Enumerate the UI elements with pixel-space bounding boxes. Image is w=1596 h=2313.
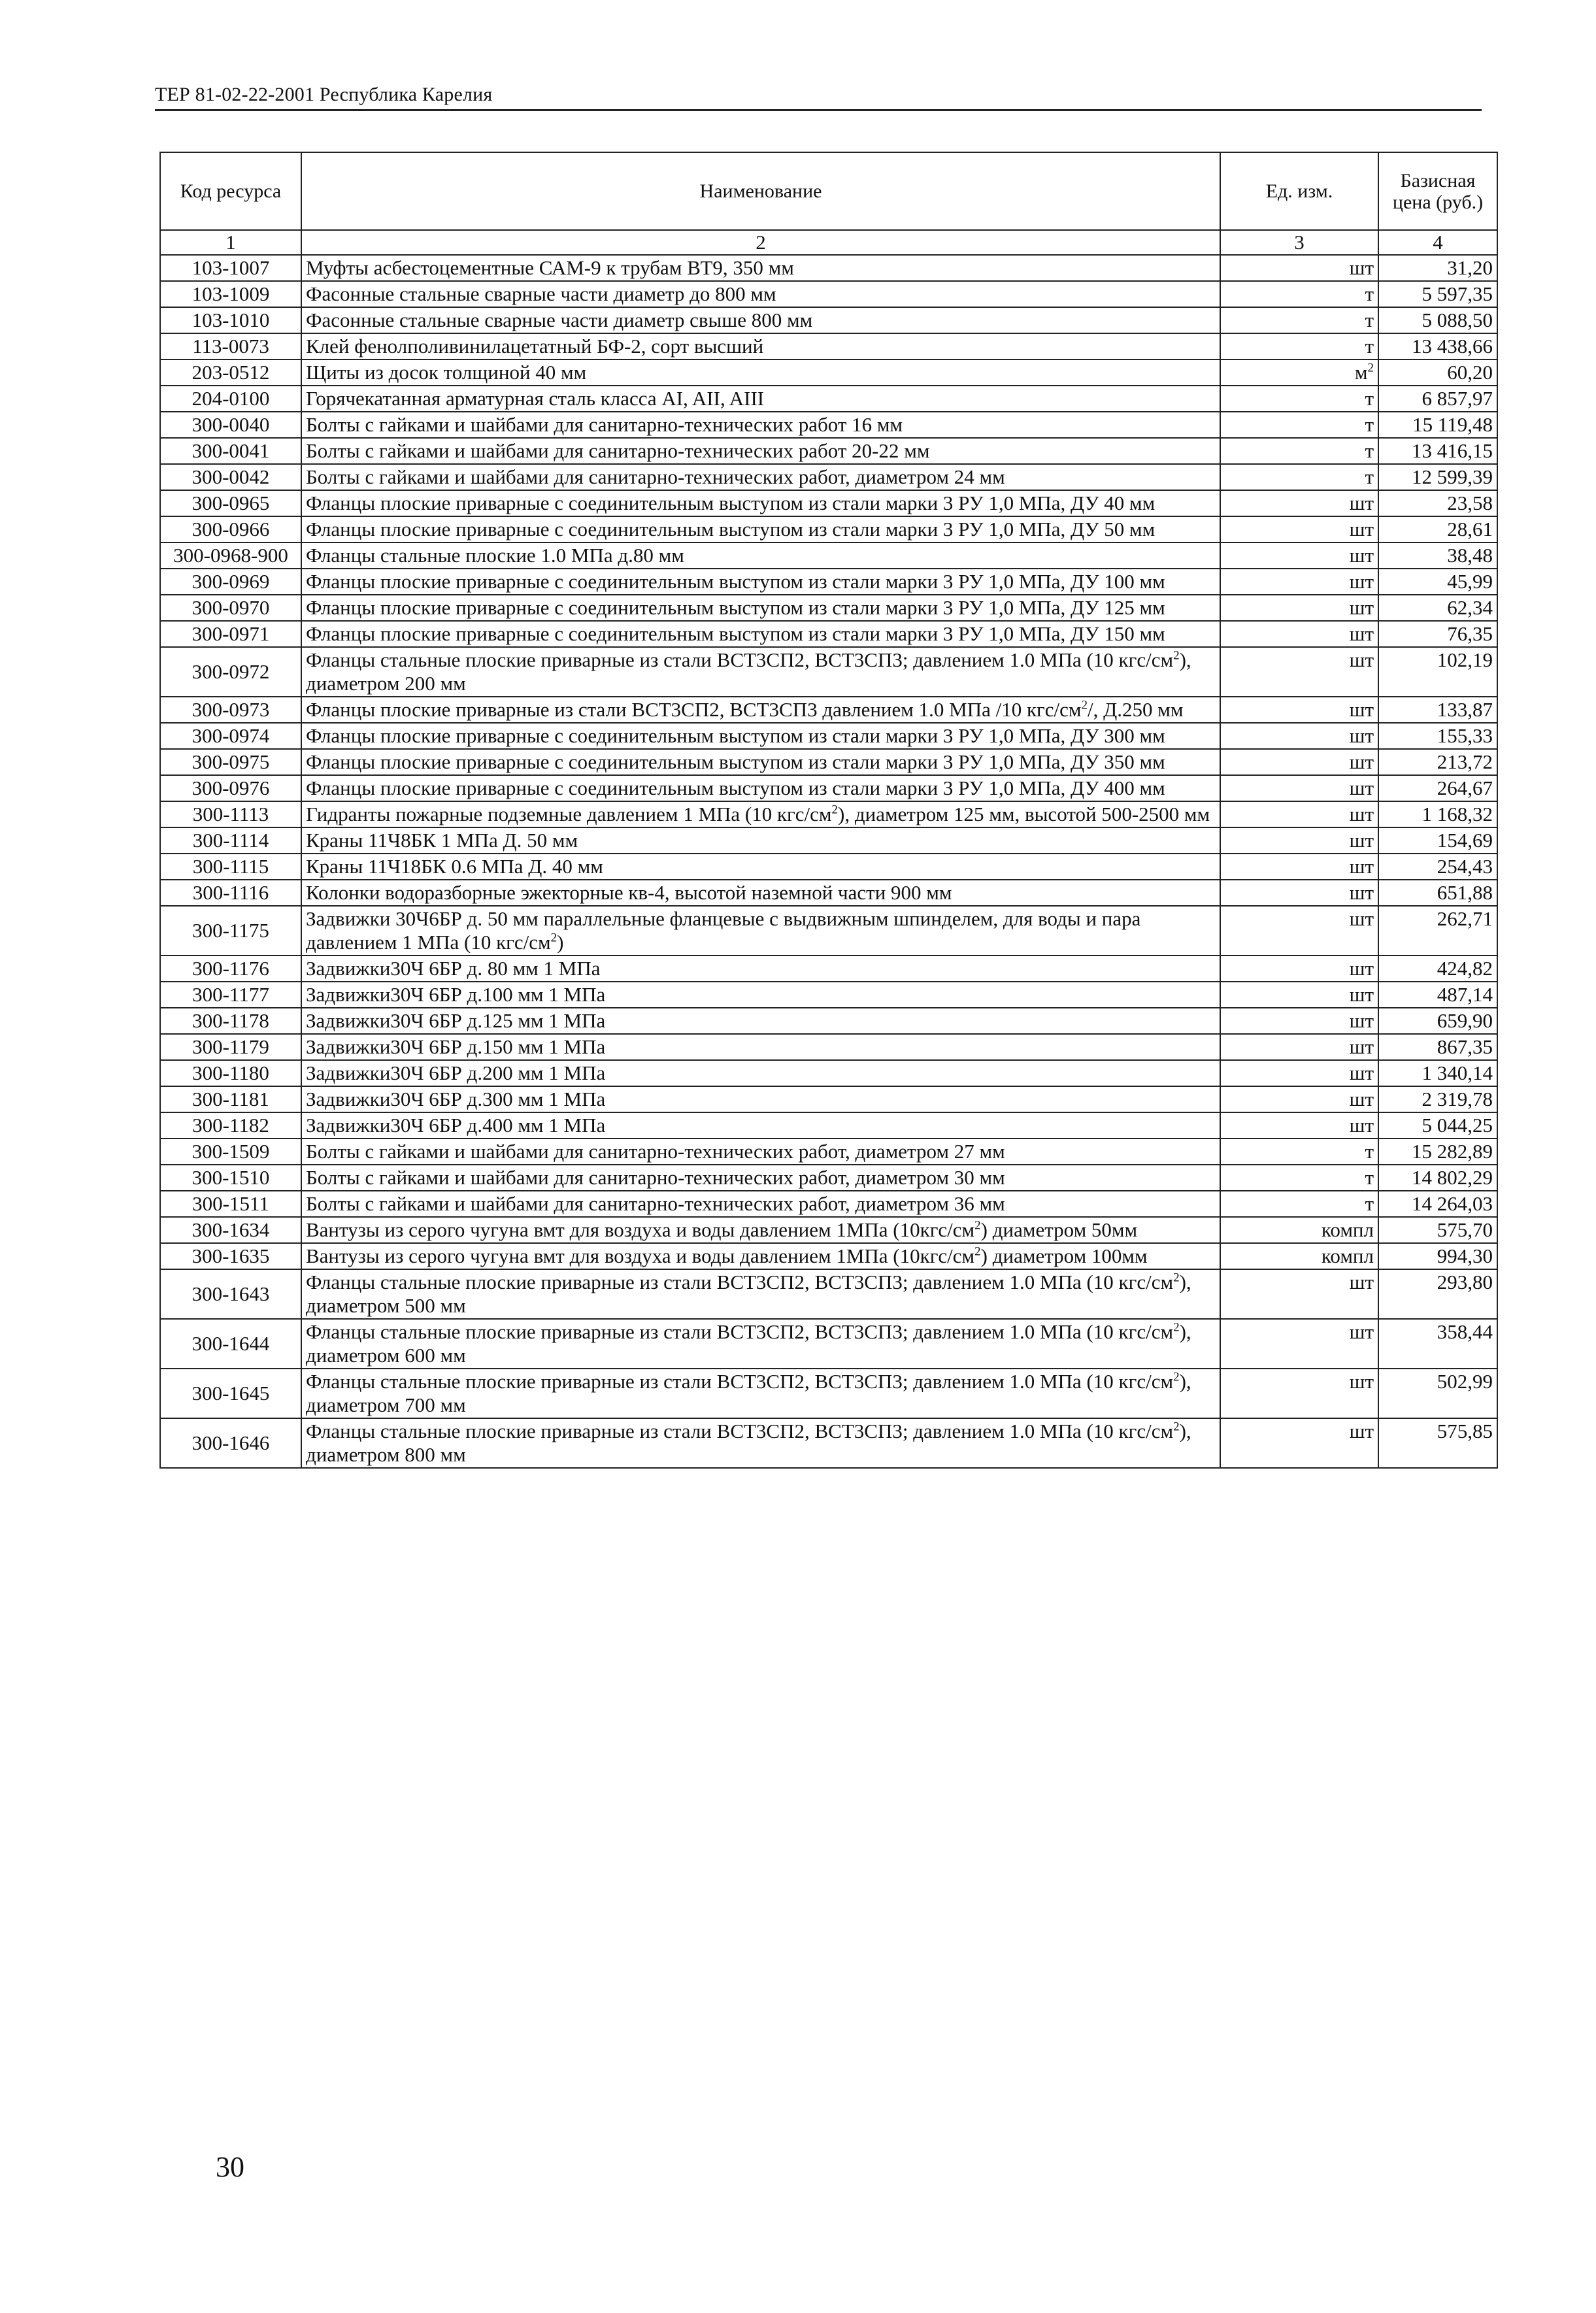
table-row: [160, 542, 1497, 569]
cell-name: Задвижки30Ч 6БР д.300 мм 1 МПа: [301, 1086, 1220, 1112]
cell-code: 300-1181: [160, 1086, 301, 1112]
cell-price: 62,34: [1378, 595, 1497, 621]
cell-name: Болты с гайками и шайбами для санитарно-технических работ, диаметром 27 мм: [301, 1139, 1220, 1165]
cell-code: 300-1182: [160, 1112, 301, 1139]
cell-unit: шт: [1220, 982, 1378, 1008]
cell-name: Фланцы плоские приварные с соединительным выступом из стали марки 3 РУ 1,0 МПа, ДУ 50 мм: [301, 516, 1220, 542]
cell-code: 300-1646: [160, 1418, 301, 1468]
cell-price: 5 597,35: [1378, 281, 1497, 307]
cell-unit: компл: [1220, 1217, 1378, 1243]
cell-price: 5 088,50: [1378, 307, 1497, 333]
cell-price: 14 264,03: [1378, 1191, 1497, 1217]
cell-name: Фланцы плоские приварные с соединительным выступом из стали марки 3 РУ 1,0 МПа, ДУ 400 мм: [301, 775, 1220, 801]
cell-unit: шт: [1220, 1369, 1378, 1418]
cell-code: 103-1007: [160, 255, 301, 281]
cell-unit: т: [1220, 281, 1378, 307]
cell-price: 155,33: [1378, 723, 1497, 749]
cell-code: 203-0512: [160, 359, 301, 386]
cell-price: 31,20: [1378, 255, 1497, 281]
cell-price: 14 802,29: [1378, 1165, 1497, 1191]
table-row: [160, 255, 1497, 281]
cell-unit: т: [1220, 464, 1378, 490]
cell-code: 300-1176: [160, 956, 301, 982]
cell-name: Горячекатанная арматурная сталь класса AI, AII, AIII: [301, 386, 1220, 412]
table-row: [160, 749, 1497, 775]
cell-price: 15 282,89: [1378, 1139, 1497, 1165]
cell-name: Фланцы плоские приварные с соединительным выступом из стали марки 3 РУ 1,0 МПа, ДУ 40 мм: [301, 490, 1220, 516]
cell-code: 300-1178: [160, 1008, 301, 1034]
cell-unit: шт: [1220, 1269, 1378, 1319]
cell-code: 300-1180: [160, 1060, 301, 1086]
cell-name: Задвижки30Ч 6БР д.400 мм 1 МПа: [301, 1112, 1220, 1139]
column-number: 2: [301, 230, 1220, 255]
cell-unit: шт: [1220, 827, 1378, 854]
cell-price: 867,35: [1378, 1034, 1497, 1060]
cell-unit: шт: [1220, 1319, 1378, 1369]
cell-code: 103-1010: [160, 307, 301, 333]
cell-unit: т: [1220, 1165, 1378, 1191]
cell-code: 300-1644: [160, 1319, 301, 1369]
cell-name: Гидранты пожарные подземные давлением 1 МПа (10 кгс/$см^2$), диаметром 125 мм, высотой 500-2500 мм: [301, 801, 1220, 827]
table-row: [160, 801, 1497, 827]
cell-price: 133,87: [1378, 697, 1497, 723]
cell-unit: т: [1220, 1191, 1378, 1217]
cell-unit: шт: [1220, 255, 1378, 281]
cell-name: Болты с гайками и шайбами для санитарно-технических работ 16 мм: [301, 412, 1220, 438]
table-row: [160, 333, 1497, 359]
cell-code: 300-1645: [160, 1369, 301, 1418]
cell-price: 12 599,39: [1378, 464, 1497, 490]
cell-unit: шт: [1220, 1086, 1378, 1112]
cell-name: Фланцы стальные плоские 1.0 МПа д.80 мм: [301, 542, 1220, 569]
table-row: [160, 697, 1497, 723]
table-row: [160, 490, 1497, 516]
resource-table-container: [159, 152, 1497, 1469]
table-header-row: [160, 152, 1497, 230]
cell-unit: шт: [1220, 956, 1378, 982]
table-row: [160, 1269, 1497, 1319]
header-unit: Ед. изм.: [1220, 152, 1378, 230]
cell-unit: шт: [1220, 595, 1378, 621]
cell-unit: шт: [1220, 490, 1378, 516]
cell-unit: т: [1220, 412, 1378, 438]
cell-code: 300-0970: [160, 595, 301, 621]
cell-name: Щиты из досок толщиной 40 мм: [301, 359, 1220, 386]
cell-price: 76,35: [1378, 621, 1497, 647]
cell-code: 300-1175: [160, 906, 301, 956]
cell-code: 300-1509: [160, 1139, 301, 1165]
table-row: [160, 1008, 1497, 1034]
table-row: [160, 1217, 1497, 1243]
cell-unit: шт: [1220, 749, 1378, 775]
cell-unit: компл: [1220, 1243, 1378, 1269]
table-row: [160, 775, 1497, 801]
cell-price: 38,48: [1378, 542, 1497, 569]
column-number: 1: [160, 230, 301, 255]
cell-price: 213,72: [1378, 749, 1497, 775]
cell-price: 575,85: [1378, 1418, 1497, 1468]
table-body: [160, 255, 1497, 1468]
cell-price: 28,61: [1378, 516, 1497, 542]
cell-name: Фланцы стальные плоские приварные из стали ВСТ3СП2, ВСТ3СП3; давлением 1.0 МПа (10 кгс/$см^2$), диаметром 700 мм: [301, 1369, 1220, 1418]
cell-code: 300-1113: [160, 801, 301, 827]
cell-price: 23,58: [1378, 490, 1497, 516]
cell-unit: шт: [1220, 1112, 1378, 1139]
cell-name: Фланцы стальные плоские приварные из стали ВСТ3СП2, ВСТ3СП3; давлением 1.0 МПа (10 кгс/$см^2$), диаметром 200 мм: [301, 647, 1220, 697]
cell-code: 300-1115: [160, 854, 301, 880]
cell-unit: т: [1220, 1139, 1378, 1165]
cell-name: Краны 11Ч8БК 1 МПа Д. 50 мм: [301, 827, 1220, 854]
cell-price: 424,82: [1378, 956, 1497, 982]
cell-name: Болты с гайками и шайбами для санитарно-технических работ, диаметром 36 мм: [301, 1191, 1220, 1217]
cell-price: 994,30: [1378, 1243, 1497, 1269]
cell-code: 300-0965: [160, 490, 301, 516]
cell-code: 300-0976: [160, 775, 301, 801]
cell-unit: шт: [1220, 569, 1378, 595]
column-number: 4: [1378, 230, 1497, 255]
cell-name: Фланцы стальные плоские приварные из стали ВСТ3СП2, ВСТ3СП3; давлением 1.0 МПа (10 кгс/$см^2$), диаметром 800 мм: [301, 1418, 1220, 1468]
cell-name: Клей фенолполивинилацетатный БФ-2, сорт высший: [301, 333, 1220, 359]
cell-code: 300-0040: [160, 412, 301, 438]
cell-unit: шт: [1220, 906, 1378, 956]
table-row: [160, 621, 1497, 647]
cell-unit: шт: [1220, 697, 1378, 723]
cell-code: 300-0042: [160, 464, 301, 490]
header-price: Базисная цена (руб.): [1378, 152, 1497, 230]
table-row: [160, 1191, 1497, 1217]
table-row: [160, 1418, 1497, 1468]
cell-name: Фланцы плоские приварные с соединительным выступом из стали марки 3 РУ 1,0 МПа, ДУ 350 мм: [301, 749, 1220, 775]
table-row: [160, 906, 1497, 956]
cell-name: Задвижки30Ч 6БР д. 80 мм 1 МПа: [301, 956, 1220, 982]
cell-code: 300-0971: [160, 621, 301, 647]
table-row: [160, 854, 1497, 880]
cell-price: 5 044,25: [1378, 1112, 1497, 1139]
cell-name: Вантузы из серого чугуна вмт для воздуха и воды давлением 1МПа $(10кгс/см^2)$ диаметром 100мм: [301, 1243, 1220, 1269]
table-row: [160, 956, 1497, 982]
cell-code: 300-1116: [160, 880, 301, 906]
cell-name: Фасонные стальные сварные части диаметр до 800 мм: [301, 281, 1220, 307]
cell-name: Фланцы плоские приварные из стали ВСТ3СП2, ВСТ3СП3 давлением 1.0 МПа /10 кгс/$см^2/$, Д.250 мм: [301, 697, 1220, 723]
cell-name: Задвижки30Ч 6БР д.125 мм 1 МПа: [301, 1008, 1220, 1034]
cell-price: 358,44: [1378, 1319, 1497, 1369]
table-row: [160, 1112, 1497, 1139]
cell-code: 300-0041: [160, 438, 301, 464]
table-row: [160, 516, 1497, 542]
table-row: [160, 1319, 1497, 1369]
cell-price: 487,14: [1378, 982, 1497, 1008]
cell-price: 1 340,14: [1378, 1060, 1497, 1086]
cell-name: Вантузы из серого чугуна вмт для воздуха и воды давлением 1МПа $(10кгс/см^2)$ диаметром 50мм: [301, 1217, 1220, 1243]
cell-name: Краны 11Ч18БК 0.6 МПа Д. 40 мм: [301, 854, 1220, 880]
table-row: [160, 1034, 1497, 1060]
cell-name: Фланцы стальные плоские приварные из стали ВСТ3СП2, ВСТ3СП3; давлением 1.0 МПа (10 кгс/$см^2$), диаметром 500 мм: [301, 1269, 1220, 1319]
cell-price: 262,71: [1378, 906, 1497, 956]
cell-code: 300-0973: [160, 697, 301, 723]
cell-code: 300-1177: [160, 982, 301, 1008]
table-row: [160, 359, 1497, 386]
cell-name: Задвижки 30Ч6БР д. 50 мм параллельные фланцевые с выдвижным шпинделем, для воды и пара давлением 1 МПа (10 кгс/$см^2$): [301, 906, 1220, 956]
cell-code: 300-0974: [160, 723, 301, 749]
table-row: [160, 1243, 1497, 1269]
cell-code: 300-1114: [160, 827, 301, 854]
table-row: [160, 647, 1497, 697]
cell-unit: шт: [1220, 516, 1378, 542]
table-row: [160, 307, 1497, 333]
cell-name: Задвижки30Ч 6БР д.100 мм 1 МПа: [301, 982, 1220, 1008]
cell-unit: шт: [1220, 880, 1378, 906]
cell-name: Задвижки30Ч 6БР д.150 мм 1 МПа: [301, 1034, 1220, 1060]
header-code: Код ресурса: [160, 152, 301, 230]
cell-code: 300-1643: [160, 1269, 301, 1319]
table-row: [160, 569, 1497, 595]
cell-name: Фланцы плоские приварные с соединительным выступом из стали марки 3 РУ 1,0 МПа, ДУ 100 мм: [301, 569, 1220, 595]
cell-name: Фланцы стальные плоские приварные из стали ВСТ3СП2, ВСТ3СП3; давлением 1.0 МПа (10 кгс/$см^2$), диаметром 600 мм: [301, 1319, 1220, 1369]
cell-price: 45,99: [1378, 569, 1497, 595]
cell-unit: шт: [1220, 1008, 1378, 1034]
cell-name: Фланцы плоские приварные с соединительным выступом из стали марки 3 РУ 1,0 МПа, ДУ 125 мм: [301, 595, 1220, 621]
table-row: [160, 1139, 1497, 1165]
cell-price: 102,19: [1378, 647, 1497, 697]
cell-price: 293,80: [1378, 1269, 1497, 1319]
table-row: [160, 1060, 1497, 1086]
cell-price: 154,69: [1378, 827, 1497, 854]
table-row: [160, 464, 1497, 490]
cell-code: 300-0972: [160, 647, 301, 697]
cell-name: Фланцы плоские приварные с соединительным выступом из стали марки 3 РУ 1,0 МПа, ДУ 150 мм: [301, 621, 1220, 647]
cell-name: Болты с гайками и шайбами для санитарно-технических работ, диаметром 30 мм: [301, 1165, 1220, 1191]
table-row: [160, 982, 1497, 1008]
table-row: [160, 1165, 1497, 1191]
cell-price: 1 168,32: [1378, 801, 1497, 827]
cell-name: Болты с гайками и шайбами для санитарно-технических работ 20-22 мм: [301, 438, 1220, 464]
table-row: [160, 386, 1497, 412]
table-row: [160, 1369, 1497, 1418]
cell-price: 254,43: [1378, 854, 1497, 880]
cell-code: 300-0969: [160, 569, 301, 595]
column-number: 3: [1220, 230, 1378, 255]
cell-unit: шт: [1220, 542, 1378, 569]
cell-code: 300-1510: [160, 1165, 301, 1191]
cell-unit: $м^2$: [1220, 359, 1378, 386]
cell-code: 204-0100: [160, 386, 301, 412]
column-number-row: [160, 230, 1497, 255]
cell-unit: шт: [1220, 621, 1378, 647]
cell-price: 264,67: [1378, 775, 1497, 801]
cell-unit: т: [1220, 386, 1378, 412]
cell-price: 502,99: [1378, 1369, 1497, 1418]
page-number: 30: [216, 2151, 244, 2183]
cell-unit: шт: [1220, 1034, 1378, 1060]
cell-unit: шт: [1220, 723, 1378, 749]
cell-price: 60,20: [1378, 359, 1497, 386]
cell-code: 300-0968-900: [160, 542, 301, 569]
cell-name: Задвижки30Ч 6БР д.200 мм 1 МПа: [301, 1060, 1220, 1086]
table-row: [160, 281, 1497, 307]
cell-unit: т: [1220, 438, 1378, 464]
table-row: [160, 880, 1497, 906]
cell-code: 113-0073: [160, 333, 301, 359]
cell-code: 300-1511: [160, 1191, 301, 1217]
cell-name: Фланцы плоские приварные с соединительным выступом из стали марки 3 РУ 1,0 МПа, ДУ 300 мм: [301, 723, 1220, 749]
cell-unit: шт: [1220, 647, 1378, 697]
cell-code: 300-1634: [160, 1217, 301, 1243]
cell-name: Муфты асбестоцементные САМ-9 к трубам ВТ9, 350 мм: [301, 255, 1220, 281]
table-row: [160, 595, 1497, 621]
header-rule: [155, 109, 1482, 111]
cell-code: 300-0966: [160, 516, 301, 542]
cell-unit: шт: [1220, 854, 1378, 880]
cell-unit: шт: [1220, 801, 1378, 827]
cell-price: 15 119,48: [1378, 412, 1497, 438]
cell-unit: т: [1220, 333, 1378, 359]
table-row: [160, 1086, 1497, 1112]
cell-price: 6 857,97: [1378, 386, 1497, 412]
cell-code: 103-1009: [160, 281, 301, 307]
cell-price: 2 319,78: [1378, 1086, 1497, 1112]
table-row: [160, 827, 1497, 854]
document-header-title: ТЕР 81-02-22-2001 Республика Карелия: [155, 84, 493, 105]
cell-code: 300-0975: [160, 749, 301, 775]
cell-price: 13 416,15: [1378, 438, 1497, 464]
table-row: [160, 723, 1497, 749]
cell-unit: шт: [1220, 1418, 1378, 1468]
cell-price: 651,88: [1378, 880, 1497, 906]
cell-price: 575,70: [1378, 1217, 1497, 1243]
cell-price: 13 438,66: [1378, 333, 1497, 359]
cell-price: 659,90: [1378, 1008, 1497, 1034]
table-row: [160, 438, 1497, 464]
cell-code: 300-1179: [160, 1034, 301, 1060]
cell-name: Колонки водоразборные эжекторные кв-4, высотой наземной части 900 мм: [301, 880, 1220, 906]
cell-unit: шт: [1220, 1060, 1378, 1086]
header-name: Наименование: [301, 152, 1220, 230]
resource-price-table: [159, 152, 1498, 1469]
cell-name: Фасонные стальные сварные части диаметр свыше 800 мм: [301, 307, 1220, 333]
cell-unit: шт: [1220, 775, 1378, 801]
table-row: [160, 412, 1497, 438]
cell-name: Болты с гайками и шайбами для санитарно-технических работ, диаметром 24 мм: [301, 464, 1220, 490]
cell-unit: т: [1220, 307, 1378, 333]
cell-code: 300-1635: [160, 1243, 301, 1269]
